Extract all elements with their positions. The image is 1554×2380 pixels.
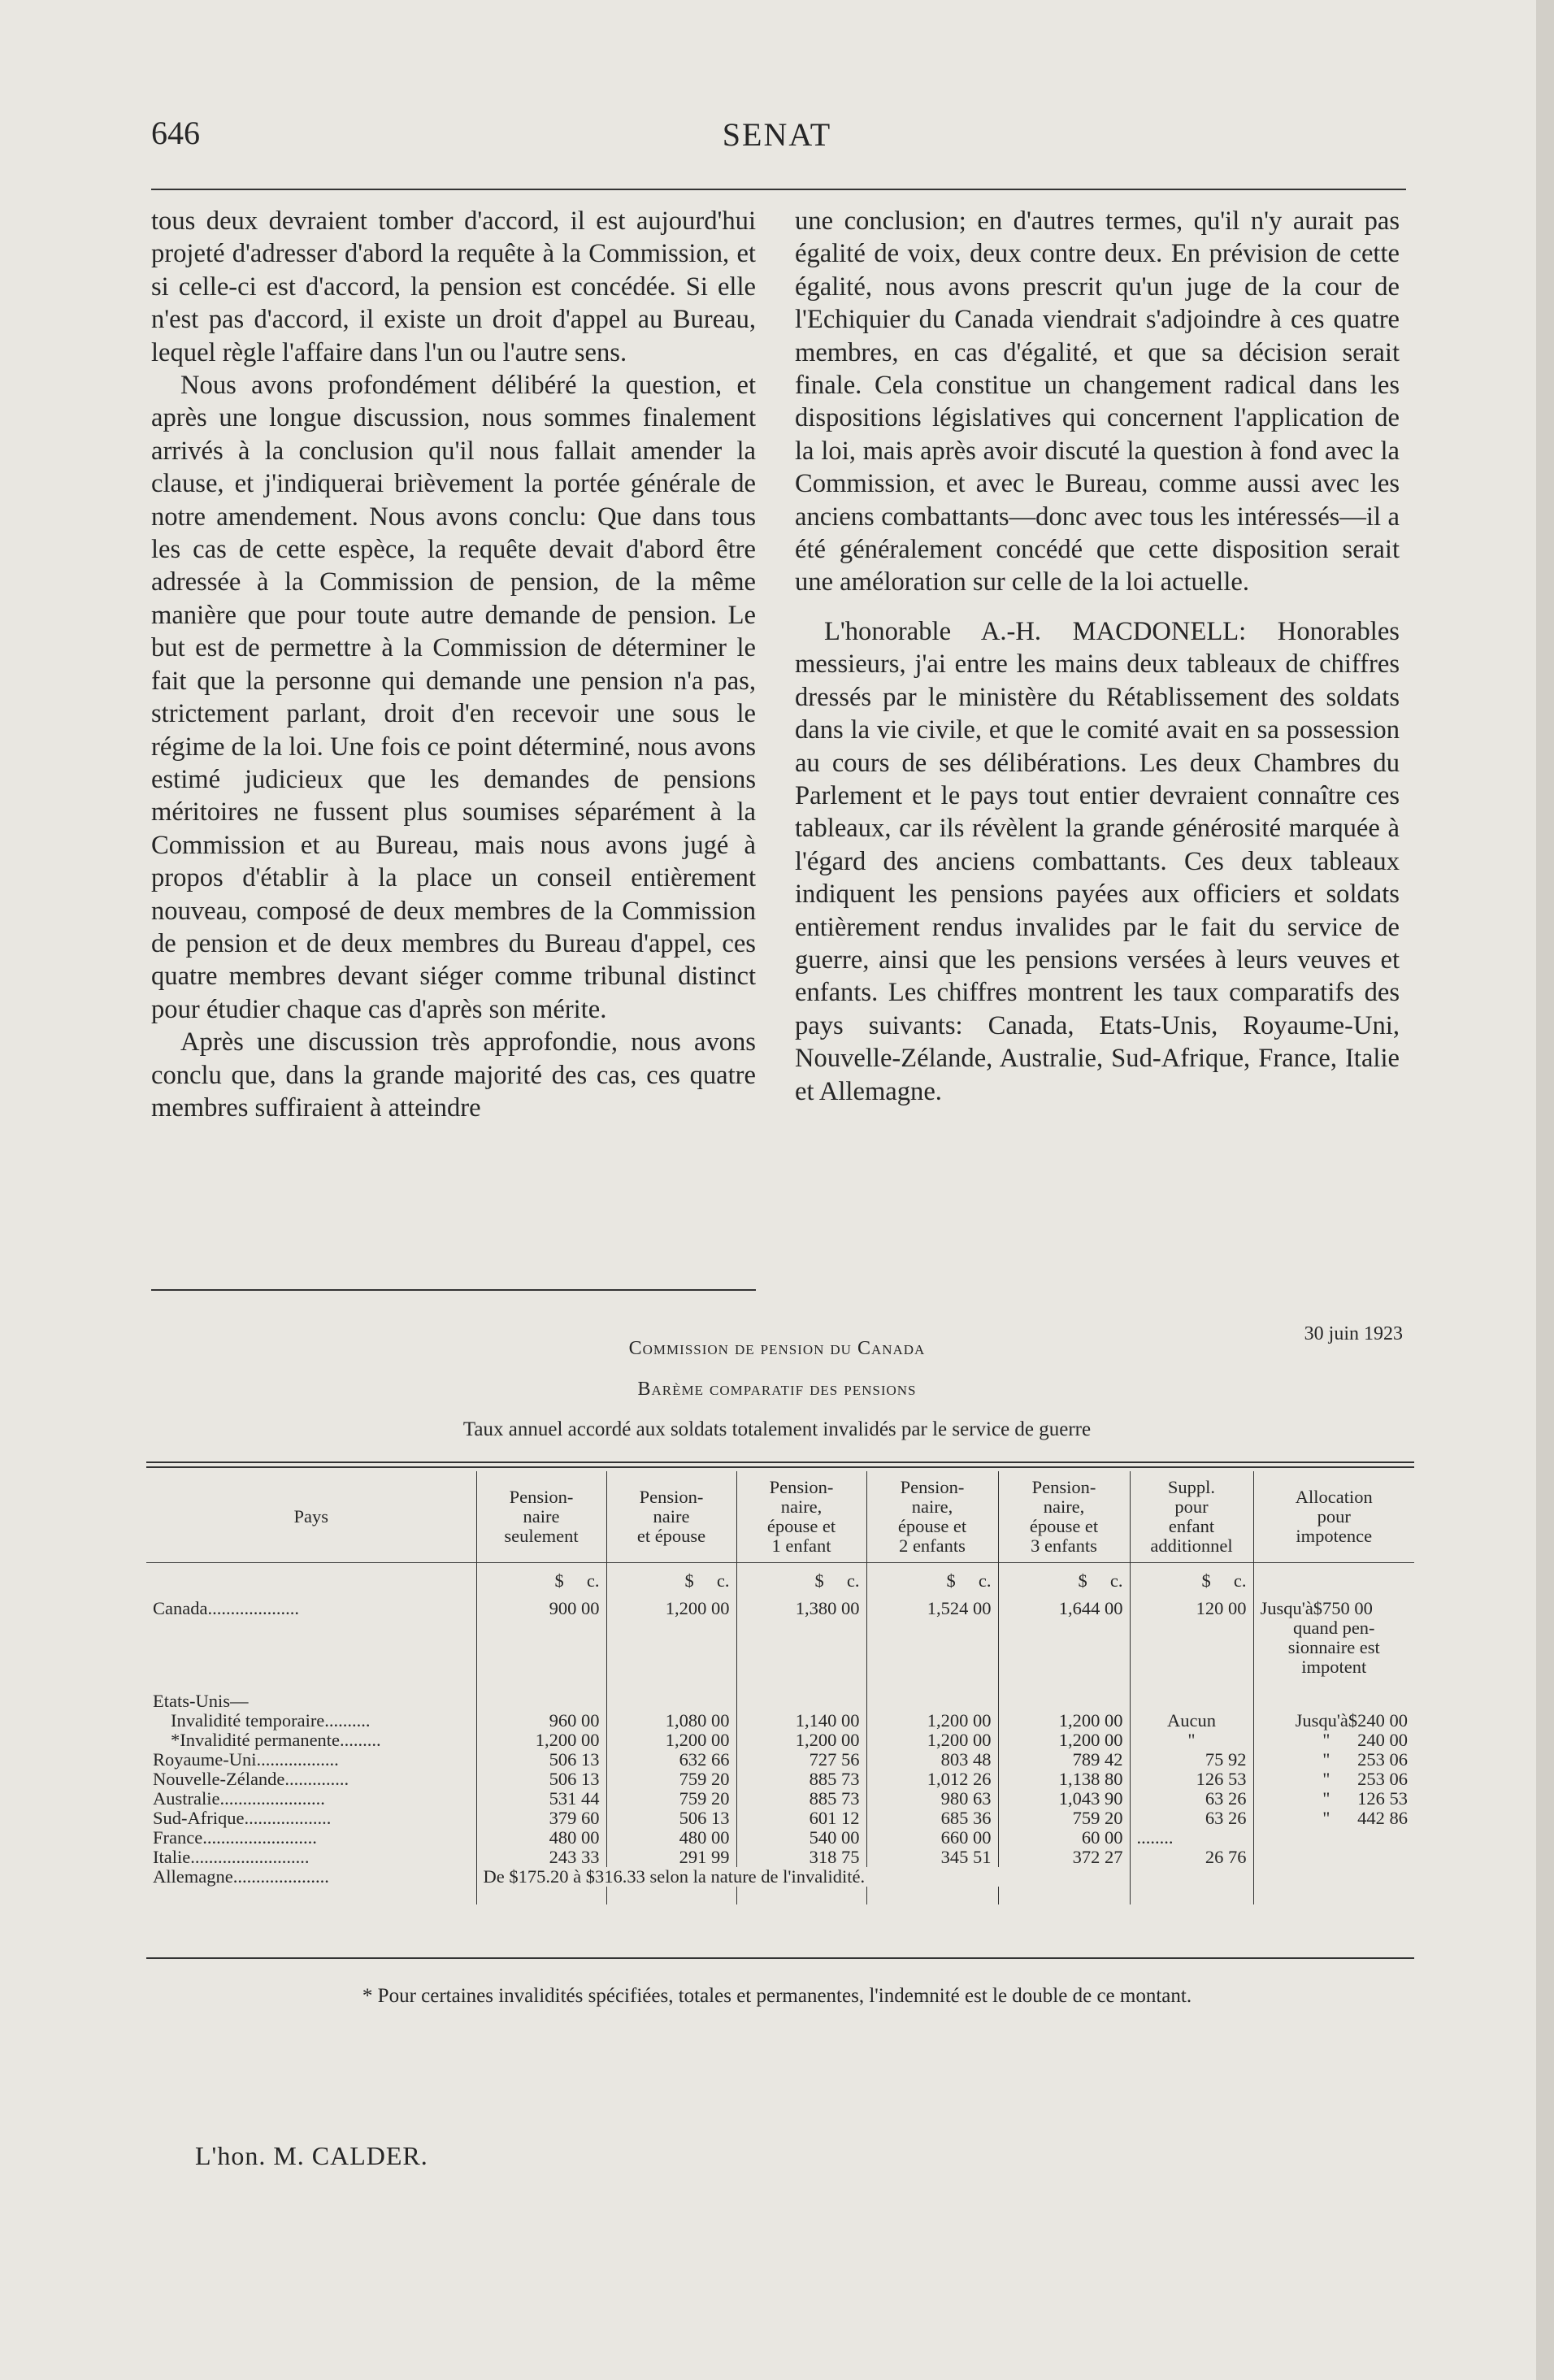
unit-cell: $ c. — [998, 1563, 1130, 1600]
table-cell: 60 00 — [998, 1828, 1130, 1848]
unit-cell: $ c. — [736, 1563, 866, 1600]
table-footnote: * Pour certaines invalidités spécifiées, totales et permanentes, l'indemnité est le double de ce montant. — [362, 1985, 1192, 2007]
table-cell: Aucun — [1130, 1711, 1253, 1731]
table-cell: 660 00 — [866, 1828, 998, 1848]
table-top-rule — [146, 1461, 1414, 1463]
table-row-canada — [146, 1599, 1414, 1677]
table-cell: 540 00 — [736, 1828, 866, 1848]
column-header: Pension- naire, épouse et 3 enfants — [998, 1471, 1130, 1563]
table-cell: 980 63 — [866, 1789, 998, 1809]
table-row-germany — [146, 1867, 1414, 1887]
header-rule — [151, 189, 1406, 190]
table-cell: 685 36 — [866, 1809, 998, 1828]
table-cell: 759 20 — [606, 1789, 736, 1809]
row-label: France......................... — [153, 1827, 317, 1848]
paragraph: tous deux devraient tomber d'accord, il est aujourd'hui projeté d'adresser d'abord la requête à la Commission, et si celle-ci est d'accord, la pension est concédée. Si elle n'est pas d'accord, il existe un droit d'appel au Bureau, lequel règle l'affaire dans l'un ou l'autre sens. — [151, 206, 756, 367]
table-cell: 63 26 — [1130, 1809, 1253, 1828]
table-cell: 1,380 00 — [736, 1599, 866, 1677]
table-cell: 531 44 — [476, 1789, 606, 1809]
row-label: Sud-Afrique................... — [153, 1808, 332, 1828]
table-cell: 1,200 00 — [998, 1711, 1130, 1731]
table-cell: 1,200 00 — [606, 1599, 736, 1677]
column-header: Pays — [146, 1471, 476, 1563]
table-header-row — [146, 1471, 1414, 1563]
row-label: Canada.................... — [153, 1598, 299, 1618]
table-cell: 372 27 — [998, 1848, 1130, 1867]
table-cell: 601 12 — [736, 1809, 866, 1828]
table-cell: 120 00 — [1130, 1599, 1253, 1677]
table-cell: 1,012 26 — [866, 1770, 998, 1789]
table-cell: 1,043 90 — [998, 1789, 1130, 1809]
table-cell: 759 20 — [606, 1770, 736, 1789]
column-header: Pension- naire, épouse et 2 enfants — [866, 1471, 998, 1563]
row-label: Nouvelle-Zélande.............. — [153, 1769, 349, 1789]
row-label: Allemagne..................... — [153, 1866, 329, 1887]
table-cell: 63 26 — [1130, 1789, 1253, 1809]
table-row — [146, 1731, 1414, 1750]
table-row — [146, 1711, 1414, 1731]
column-header: Pension- naire et épouse — [606, 1471, 736, 1563]
page-edge — [1536, 0, 1554, 2380]
column-header: Pension- naire, épouse et 1 enfant — [736, 1471, 866, 1563]
table-cell: 1,644 00 — [998, 1599, 1130, 1677]
column-header: Allocation pour impotence — [1253, 1471, 1414, 1563]
table-cell: 1,200 00 — [866, 1731, 998, 1750]
row-label: Etats-Unis— — [153, 1691, 249, 1711]
table-row — [146, 1848, 1414, 1867]
table-cell: 318 75 — [736, 1848, 866, 1867]
table-cell: 727 56 — [736, 1750, 866, 1770]
table-cell: 1,200 00 — [736, 1731, 866, 1750]
speaker-signoff: L'hon. M. CALDER. — [195, 2141, 428, 2170]
table-bottom-rule — [146, 1957, 1414, 1959]
table-cell: 126 53 — [1130, 1770, 1253, 1789]
unit-cell: $ c. — [866, 1563, 998, 1600]
left-column — [151, 205, 756, 1124]
table-cell: 759 20 — [998, 1809, 1130, 1828]
table-cell: 506 13 — [476, 1750, 606, 1770]
table-bottom-row — [146, 1887, 1414, 1904]
unit-cell — [1253, 1563, 1414, 1600]
table-cell: ........ — [1130, 1828, 1253, 1848]
table-cell: 960 00 — [476, 1711, 606, 1731]
table-row — [146, 1809, 1414, 1828]
unit-cell: $ c. — [1130, 1563, 1253, 1600]
unit-row — [146, 1563, 1414, 1600]
allowance-cell: Jusqu'à$240 00 — [1253, 1711, 1414, 1731]
table-cell: 803 48 — [866, 1750, 998, 1770]
allowance-cell: " 442 86 — [1253, 1809, 1414, 1828]
column-end-rule — [151, 1289, 756, 1291]
table-cell: 506 13 — [606, 1809, 736, 1828]
table-cell: 26 76 — [1130, 1848, 1253, 1867]
table-row — [146, 1750, 1414, 1770]
table-cell: De $175.20 à $316.33 selon la nature de l'invalidité. — [476, 1867, 1130, 1887]
table-cell: 1,200 00 — [606, 1731, 736, 1750]
column-header: Pension- naire seulement — [476, 1471, 606, 1563]
paragraph: Nous avons profondément délibéré la question, et après une longue discussion, nous sommes finalement arrivés à la conclusion qu'il nous fallait amender la clause, et j'indiquerai brièvement la portée générale de notre amendement. Nous avons conclu: Que dans tous les cas de cette espèce, la requête devait d'abord être adressée à la Commission de pension, de la même manière que pour toute autre demande de pension. Le but est de permettre à la Commission de déterminer le fait que la personne qui demande une pension n'a pas, strictement parlant, droit d'en recevoir une sous le régime de la loi. Une fois ce point déterminé, nous avons estimé judicieux que les demandes de pensions méritoires ne fussent plus soumises séparément à la Commission et au Bureau, mais nous avons jugé à propos d'établir à la place un conseil entièrement nouveau, composé de deux membres de la Commission de pension et de deux membres du Bureau d'appel, ces quatre membres devant siéger comme tribunal distinct pour étudier chaque cas d'après son mérite. — [151, 371, 756, 1024]
allowance-cell: " 253 06 — [1253, 1770, 1414, 1789]
right-column — [795, 205, 1400, 1108]
table-cell: 480 00 — [606, 1828, 736, 1848]
table-title: Barème comparatif des pensions — [637, 1379, 917, 1400]
row-label: *Invalidité permanente......... — [171, 1730, 381, 1750]
table-cell: 345 51 — [866, 1848, 998, 1867]
allowance-cell — [1253, 1848, 1414, 1867]
unit-cell — [146, 1563, 476, 1600]
unit-cell: $ c. — [606, 1563, 736, 1600]
table-cell: 291 99 — [606, 1848, 736, 1867]
table-cell: 506 13 — [476, 1770, 606, 1789]
unit-cell: $ c. — [476, 1563, 606, 1600]
table-cell: 1,524 00 — [866, 1599, 998, 1677]
table-cell: 789 42 — [998, 1750, 1130, 1770]
pension-table — [146, 1471, 1414, 1904]
table-cell: 1,080 00 — [606, 1711, 736, 1731]
table-top-rule — [146, 1466, 1414, 1468]
allowance-cell: Jusqu'à$750 00 quand pen- sionnaire est impotent — [1253, 1599, 1414, 1677]
spacer-row — [146, 1677, 1414, 1692]
page-number: 646 — [151, 115, 200, 151]
row-label: Invalidité temporaire.......... — [171, 1710, 371, 1731]
table-cell: 885 73 — [736, 1789, 866, 1809]
table-row — [146, 1789, 1414, 1809]
table-row — [146, 1828, 1414, 1848]
table-cell: " — [1130, 1731, 1253, 1750]
table-cell: 243 33 — [476, 1848, 606, 1867]
row-label: Italie.......................... — [153, 1847, 310, 1867]
table-cell: 1,138 80 — [998, 1770, 1130, 1789]
row-label: Royaume-Uni.................. — [153, 1749, 339, 1770]
table-cell: 480 00 — [476, 1828, 606, 1848]
allowance-cell: " 126 53 — [1253, 1789, 1414, 1809]
table-cell: 1,200 00 — [476, 1731, 606, 1750]
allowance-cell — [1253, 1828, 1414, 1848]
table-cell: 885 73 — [736, 1770, 866, 1789]
column-header: Suppl. pour enfant additionnel — [1130, 1471, 1253, 1563]
paragraph: une conclusion; en d'autres termes, qu'il n'y aurait pas égalité de voix, deux contre deux. En prévision de cette égalité, nous avons prescrit qu'un juge de la cour de l'Echiquier du Canada viendrait s'adjoindre à ces quatre membres, en cas d'égalité, et que sa décision serait finale. Cela constitue un changement radical dans les dispositions législatives qui concernent l'application de la loi, mais après avoir discuté la question à fond avec la Commission, et avec le Bureau, comme aussi avec les anciens combattants—donc avec tous les intéressés—il a été généralement concédé que cette disposition serait une améloration sur celle de la loi actuelle. — [795, 206, 1400, 597]
table-subtitle: Taux annuel accordé aux soldats totalement invalidés par le service de guerre — [462, 1418, 1092, 1440]
table-date: 30 juin 1923 — [1304, 1323, 1403, 1344]
row-label: Australie....................... — [153, 1788, 325, 1809]
table-cell: 632 66 — [606, 1750, 736, 1770]
table-cell: 75 92 — [1130, 1750, 1253, 1770]
table-cell: 1,140 00 — [736, 1711, 866, 1731]
running-title: SENAT — [722, 116, 832, 153]
table-row-us-header — [146, 1692, 1414, 1711]
table-organization: Commission de pension du Canada — [628, 1338, 926, 1359]
table-cell: 1,200 00 — [998, 1731, 1130, 1750]
table-row — [146, 1770, 1414, 1789]
paragraph: L'honorable A.-H. MACDONELL: Honorables messieurs, j'ai entre les mains deux tableaux de chiffres dressés par le ministère du Rétablissement des soldats dans la vie civile, et que le comité avait en sa possession au cours de ses délibérations. Les deux Chambres du Parlement et le pays tout entier devraient connaître ces tableaux, car ils révèlent la grande générosité marquée à l'égard des anciens combattants. Ces deux tableaux indiquent les pensions payées aux officiers et soldats entièrement rendus invalides par le fait du service de guerre, ainsi que les pensions versées à leurs veuves et enfants. Les chiffres montrent les taux comparatifs des pays suivants: Canada, Etats-Unis, Royaume-Uni, Nouvelle-Zélande, Australie, Sud-Afrique, France, Italie et Allemagne. — [795, 616, 1400, 1106]
paragraph: Après une discussion très approfondie, nous avons conclu que, dans la grande majorité des cas, ces quatre membres suffiraient à atteindre — [151, 1027, 756, 1123]
table-cell: 900 00 — [476, 1599, 606, 1677]
table-cell: 1,200 00 — [866, 1711, 998, 1731]
allowance-cell: " 240 00 — [1253, 1731, 1414, 1750]
table-cell: 379 60 — [476, 1809, 606, 1828]
allowance-cell: " 253 06 — [1253, 1750, 1414, 1770]
